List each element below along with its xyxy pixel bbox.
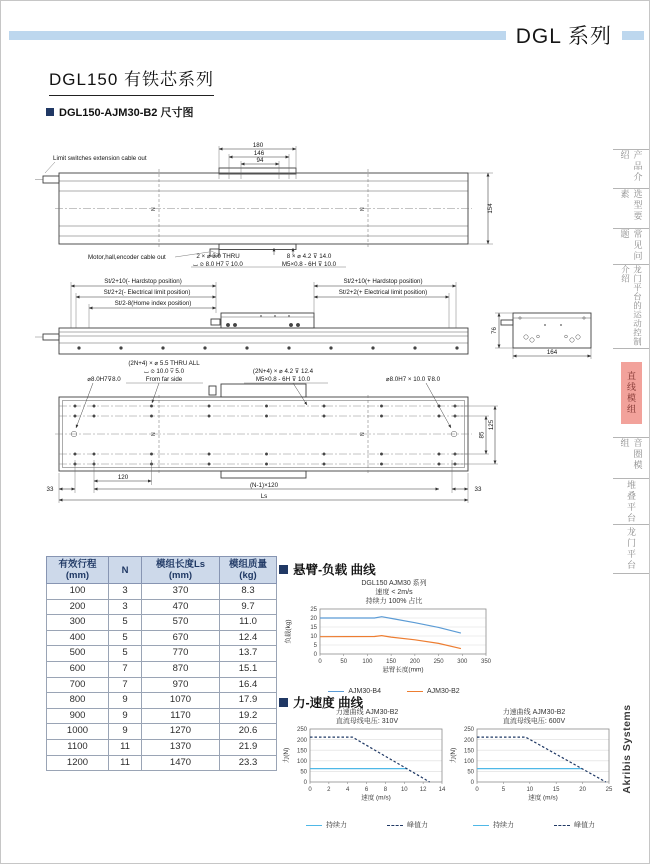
table-row: 100 3 370 8.3 [47,584,277,600]
dim-94: 94 [256,157,264,164]
top-note1-line2: ⌴ ⌀ 8.0 H7 ⊽ 10.0 [193,261,243,268]
svg-text:250: 250 [463,727,474,734]
table-header-row [47,557,277,584]
col-header-length: 模组长度Ls (mm) [142,557,220,584]
svg-text:15: 15 [310,625,317,632]
dim-33-right: 33 [474,486,482,493]
motor-cable-label: Motor,hall,encoder cable out [88,254,166,261]
svg-text:250: 250 [433,659,444,665]
svg-text:8: 8 [383,787,388,793]
section-mark: N [360,432,366,436]
chart-legend: AJM30-B4 AJM30-B2 [284,688,504,695]
side-nav [613,149,650,574]
sidebar-item-product-intro[interactable]: 产品介绍 [613,149,650,188]
svg-text:250: 250 [296,727,307,734]
top-note2-line1: 8 × ⌀ 4.2 ⊽ 14.0 [286,253,332,260]
dim-164: 164 [546,349,558,356]
dim-ls: Ls [260,493,268,500]
svg-text:10: 10 [526,787,534,793]
bullet-square-icon [46,108,54,116]
chart-subtitle: 直流母线电压: 600V [502,718,566,725]
section-mark: N [151,207,157,211]
svg-text:150: 150 [463,748,474,755]
svg-text:0: 0 [313,652,317,659]
svg-text:100: 100 [296,759,307,765]
page-title: DGL150 有铁芯系列 [49,65,214,96]
dim-154: 154 [487,203,494,214]
section-title-cantilever: 悬臂-负载 曲线 [279,560,376,578]
dim-180: 180 [252,142,264,149]
note-thru-line1: (2N+4) × ⌀ 5.5 THRU ALL [128,360,200,367]
svg-text:速度 (m/s): 速度 (m/s) [361,794,391,802]
dim-120: 120 [117,474,129,481]
sidebar-item-stacked-stage[interactable]: 堆叠平台 [613,478,650,524]
section-mark: N [151,432,157,436]
force-speed-plot-310v [282,726,452,814]
chart-subtitle: 持续力 100% 占比 [365,598,423,605]
svg-text:负载(kg): 负载(kg) [285,619,292,644]
svg-text:50: 50 [340,659,348,665]
chart-title: 力速曲线 AJM30-B2 [335,709,399,716]
svg-text:力(N): 力(N) [283,747,290,764]
sidebar-item-faq[interactable]: 常见问题 [613,228,650,264]
dim-n-120: (N-1)×120 [249,482,279,489]
svg-text:12: 12 [419,787,427,793]
svg-text:100: 100 [362,659,373,665]
chart-legend: 持续力 峰值力 [282,820,452,830]
top-note2-line2: M5×0.8 - 6H ⊽ 10.0 [281,261,337,268]
svg-text:15: 15 [552,787,560,793]
note-left: ⌀8.0H7⊽8.0 [87,376,121,383]
svg-text:300: 300 [457,659,468,665]
section-mark: N [360,207,366,211]
col-header-mass: 模组质量 (kg) [220,557,277,584]
svg-text:20: 20 [579,787,586,793]
dim-76: 76 [491,327,498,334]
svg-text:10: 10 [400,787,408,793]
dim-home: St/2-8(Home index position) [114,300,192,307]
series-title: DGL 系列 [515,25,612,48]
spec-table [46,556,277,771]
dim-hardstop-pos: St/2+10(+ Hardstop position) [343,278,423,285]
svg-text:0: 0 [318,659,322,665]
note-thru-line2: ⌴ ⌀ 10.0 ⊽ 5.0 [143,368,185,375]
dim-hardstop-neg: St/2+10(- Hardstop position) [104,278,182,285]
section-title-force-speed: 力-速度 曲线 [279,693,363,711]
chart-title: DGL150 AJM30 系列 [361,580,427,587]
bottom-view [47,360,498,503]
svg-text:速度 (m/s): 速度 (m/s) [528,794,558,802]
svg-text:6: 6 [364,787,369,793]
top-view [35,142,494,268]
svg-text:200: 200 [463,737,474,744]
table-row: 1100 11 1370 21.9 [47,739,277,755]
dim-33-left: 33 [46,486,54,493]
cantilever-load-plot [284,606,504,682]
svg-text:150: 150 [386,659,397,665]
sidebar-item-selection[interactable]: 选型要素 [613,188,650,228]
header-accent-bar-right [622,31,644,40]
svg-text:0: 0 [303,780,307,787]
svg-text:50: 50 [300,769,307,776]
force-speed-chart-600v [449,708,619,830]
table-row: 700 7 970 16.4 [47,677,277,693]
bullet-square-icon [279,565,288,574]
svg-text:200: 200 [409,659,420,665]
table-row: 500 5 770 13.7 [47,646,277,662]
page-header [9,21,644,49]
svg-text:5: 5 [501,787,506,793]
end-view [491,313,591,359]
side-view [35,278,468,354]
chart-legend: 持续力 峰值力 [449,820,619,830]
limit-cable-label: Limit switches extension cable out [53,155,147,162]
note-thru-line3: From far side [145,376,183,383]
svg-text:200: 200 [296,737,307,744]
chart-subtitle: 直流母线电压: 310V [335,718,399,725]
table-row: 300 5 570 11.0 [47,615,277,631]
note-right: ⌀8.0H7 × 10.0 ⊽8.0 [385,376,441,383]
note-tap-line1: (2N+4) × ⌀ 4.2 ⊽ 12.4 [252,368,314,375]
svg-text:0: 0 [475,787,479,793]
dim-85: 85 [478,431,486,439]
table-row: 200 3 470 9.7 [47,599,277,615]
dim-elec-pos: St/2+2(+ Electrical limit position) [338,289,428,296]
svg-text:5: 5 [313,643,317,650]
dim-125: 125 [488,419,495,431]
svg-text:0: 0 [470,780,474,787]
sidebar-item-linear-module[interactable]: 直线模组 [613,348,650,437]
svg-text:悬臂长度(mm): 悬臂长度(mm) [382,666,424,674]
force-speed-plot-600v [449,726,619,814]
cantilever-load-chart [284,579,504,695]
svg-text:10: 10 [310,634,317,641]
col-header-stroke: 有效行程 (mm) [47,557,109,584]
figure-label [46,104,193,120]
svg-text:14: 14 [438,787,446,793]
svg-text:20: 20 [310,616,317,623]
svg-text:350: 350 [480,659,492,665]
table-row: 1000 9 1270 20.6 [47,724,277,740]
svg-text:150: 150 [296,748,307,755]
svg-text:力(N): 力(N) [450,747,457,764]
table-row: 900 9 1170 19.2 [47,708,277,724]
dim-elec-neg: St/2+2(- Electrical limit position) [103,289,191,296]
dim-146: 146 [253,150,265,157]
brand-name: Akribis Systems [621,704,633,794]
bullet-square-icon [279,698,288,707]
figure-label-text: DGL150-AJM30-B2 尺寸图 [59,107,194,119]
table-row: 1200 11 1470 23.3 [47,755,277,771]
chart-subtitle: 速度 < 2m/s [375,589,413,596]
header-accent-bar-left [9,31,506,40]
table-row: 600 7 870 15.1 [47,661,277,677]
sidebar-item-gantry-motion-control[interactable]: 龙门平台的运动控制介绍 [613,264,650,348]
force-speed-chart-310v [282,708,452,830]
chart-title: 力速曲线 AJM30-B2 [502,709,566,716]
table-row: 800 9 1070 17.9 [47,693,277,709]
sidebar-item-voice-coil-module[interactable]: 音圈模组 [613,437,650,478]
svg-text:25: 25 [605,787,613,793]
top-note1-line1: 2 × ⌀ 3.0 THRU [196,253,240,260]
svg-text:25: 25 [310,607,317,614]
dimension-drawing [31,129,601,549]
svg-text:100: 100 [463,759,474,765]
svg-text:2: 2 [327,787,331,793]
svg-text:4: 4 [346,787,350,793]
svg-text:0: 0 [308,787,312,793]
table-row: 400 5 670 12.4 [47,630,277,646]
note-tap-line2: M5×0.8 - 6H ⊽ 10.0 [255,376,311,383]
sidebar-item-gantry-stage[interactable]: 龙门平台 [613,524,650,574]
col-header-n: N [109,557,142,584]
svg-text:50: 50 [467,769,474,776]
